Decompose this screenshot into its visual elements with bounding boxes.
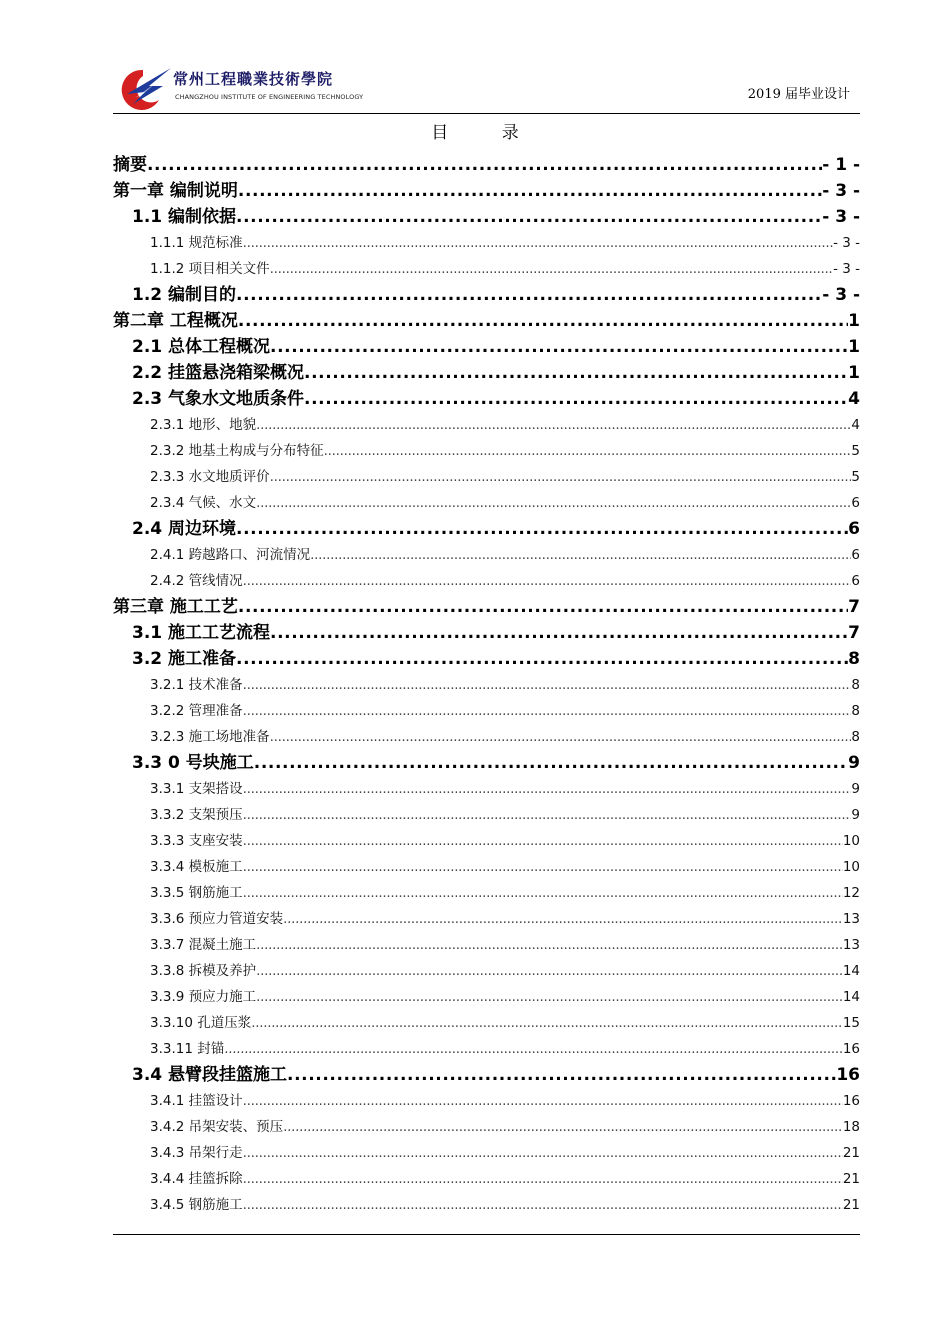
toc-entry-page: 1 — [848, 337, 860, 357]
toc-entry-page: 9 — [851, 807, 860, 823]
toc-leader — [304, 360, 848, 386]
toc-entry-page: 6 — [851, 495, 860, 511]
toc-entry-label: 3.4.3 吊架行走 — [150, 1145, 243, 1161]
toc-leader — [243, 1140, 843, 1166]
toc-entry[interactable] — [113, 620, 860, 646]
toc-entry-label: 摘要 — [113, 155, 147, 175]
toc-entry-page: 1 — [848, 311, 860, 331]
toc-leader — [238, 308, 848, 334]
toc-leader — [243, 828, 843, 854]
toc-leader — [270, 256, 833, 282]
toc-entry-page: - 3 - — [833, 261, 860, 277]
toc-leader — [243, 698, 852, 724]
toc-leader — [283, 906, 843, 932]
toc-leader — [147, 152, 822, 178]
toc-entry-label: 1.1.1 规范标准 — [150, 235, 243, 251]
toc-entry[interactable] — [113, 490, 860, 516]
toc-entry[interactable] — [113, 1062, 860, 1088]
toc-entry-label: 3.2.1 技术准备 — [150, 677, 243, 693]
toc-entry-page: 9 — [851, 781, 860, 797]
toc-entry[interactable] — [113, 360, 860, 386]
toc-entry-label: 3.3.4 模板施工 — [150, 859, 243, 875]
toc-entry[interactable] — [113, 828, 860, 854]
header-year-label: 2019 届毕业设计 — [747, 87, 850, 102]
toc-leader — [243, 568, 852, 594]
toc-leader — [238, 594, 848, 620]
toc-entry-page: 5 — [851, 469, 860, 485]
toc-entry-label: 3.2.3 施工场地准备 — [150, 729, 270, 745]
toc-entry-label: 3.4.2 吊架安装、预压 — [150, 1119, 284, 1135]
toc-entry-label: 2.2 挂篮悬浇箱梁概况 — [132, 363, 305, 383]
toc-entry-label: 3.3.6 预应力管道安装 — [150, 911, 284, 927]
toc-entry[interactable] — [113, 724, 860, 750]
toc-leader — [243, 776, 852, 802]
toc-entry-label: 2.3.3 水文地质评价 — [150, 469, 270, 485]
toc-leader — [243, 1192, 843, 1218]
toc-entry[interactable] — [113, 672, 860, 698]
toc-entry[interactable] — [113, 438, 860, 464]
toc-entry[interactable] — [113, 178, 860, 204]
toc-entry-page: 21 — [842, 1197, 860, 1213]
toc-leader — [287, 1062, 836, 1088]
toc-entry[interactable] — [113, 594, 860, 620]
toc-leader — [238, 178, 822, 204]
toc-entry-label: 3.3.7 混凝土施工 — [150, 937, 257, 953]
toc-entry[interactable] — [113, 854, 860, 880]
toc-leader — [236, 282, 822, 308]
toc-entry-label: 2.4.1 跨越路口、河流情况 — [150, 547, 311, 563]
toc-leader — [243, 672, 852, 698]
toc-leader — [310, 542, 851, 568]
toc-leader — [224, 1036, 843, 1062]
toc-leader — [270, 334, 848, 360]
toc-leader — [304, 386, 848, 412]
toc-entry-page: - 3 - — [822, 207, 860, 227]
toc-entry-page: - 3 - — [822, 285, 860, 305]
toc-entry[interactable] — [113, 1010, 860, 1036]
toc-leader — [270, 464, 852, 490]
toc-entry-page: 14 — [842, 989, 860, 1005]
toc-entry[interactable] — [113, 802, 860, 828]
toc-entry-label: 2.4 周边环境 — [132, 519, 237, 539]
toc-entry[interactable] — [113, 282, 860, 308]
toc-entry-page: 14 — [842, 963, 860, 979]
toc-entry-page: 7 — [848, 597, 860, 617]
toc-entry[interactable] — [113, 750, 860, 776]
toc-entry[interactable] — [113, 1114, 860, 1140]
toc-entry-label: 3.3 0 号块施工 — [132, 753, 254, 773]
toc-entry-page: 15 — [842, 1015, 860, 1031]
toc-entry-page: 21 — [842, 1145, 860, 1161]
toc-leader — [243, 854, 843, 880]
toc-leader — [270, 620, 848, 646]
toc-entry-label: 3.3.11 封锚 — [150, 1041, 225, 1057]
toc-entry-label: 3.4.5 钢筋施工 — [150, 1197, 243, 1213]
toc-entry-page: 6 — [851, 547, 860, 563]
toc-entry-label: 3.2 施工准备 — [132, 649, 237, 669]
toc-entry[interactable] — [113, 880, 860, 906]
toc-entry-label: 3.4.4 挂篮拆除 — [150, 1171, 243, 1187]
toc-leader — [254, 750, 848, 776]
toc-leader — [236, 204, 822, 230]
school-name-en: CHANGZHOU INSTITUTE OF ENGINEERING TECHNOLOGY — [175, 93, 364, 101]
toc-leader — [324, 438, 852, 464]
toc-entry-label: 1.2 编制目的 — [132, 285, 237, 305]
toc-entry[interactable] — [113, 230, 860, 256]
toc-entry-label: 3.1 施工工艺流程 — [132, 623, 271, 643]
toc-entry-label: 3.2.2 管理准备 — [150, 703, 243, 719]
toc-leader — [243, 880, 843, 906]
toc-entry-label: 第三章 施工工艺 — [113, 597, 238, 617]
toc-entry[interactable] — [113, 334, 860, 360]
toc-entry-label: 第二章 工程概况 — [113, 311, 238, 331]
toc-entry-label: 2.3.2 地基土构成与分布特征 — [150, 443, 324, 459]
toc-leader — [243, 1166, 843, 1192]
toc-entry[interactable] — [113, 906, 860, 932]
toc-entry-label: 1.1 编制依据 — [132, 207, 237, 227]
toc-entry[interactable] — [113, 516, 860, 542]
toc-entry-page: 6 — [851, 573, 860, 589]
toc-entry-label: 第一章 编制说明 — [113, 181, 238, 201]
toc-entry-page: - 3 - — [833, 235, 860, 251]
toc-entry[interactable] — [113, 256, 860, 282]
toc-entry-page: 6 — [848, 519, 860, 539]
toc-entry[interactable] — [113, 776, 860, 802]
toc-entry-page: 8 — [851, 729, 860, 745]
toc-entry-page: 8 — [848, 649, 860, 669]
toc-leader — [256, 984, 843, 1010]
toc-entry[interactable] — [113, 308, 860, 334]
toc-entry-page: 16 — [842, 1041, 860, 1057]
toc-entry-label: 3.3.3 支座安装 — [150, 833, 243, 849]
toc-entry-label: 3.3.5 钢筋施工 — [150, 885, 243, 901]
toc-entry-page: - 1 - — [822, 155, 860, 175]
toc-leader — [236, 646, 848, 672]
toc-entry-label: 3.4 悬臂段挂篮施工 — [132, 1065, 288, 1085]
toc-entry-page: 16 — [842, 1093, 860, 1109]
toc-entry-label: 3.3.2 支架预压 — [150, 807, 243, 823]
toc-leader — [243, 802, 852, 828]
toc-entry-label: 3.3.9 预应力施工 — [150, 989, 257, 1005]
toc-entry[interactable] — [113, 958, 860, 984]
toc-leader — [256, 958, 843, 984]
page-header — [113, 64, 860, 114]
toc-entry-page: 21 — [842, 1171, 860, 1187]
toc-entry-page: 12 — [842, 885, 860, 901]
toc-entry[interactable] — [113, 1192, 860, 1218]
toc-entry[interactable] — [113, 698, 860, 724]
toc-leader — [251, 1010, 843, 1036]
toc-entry[interactable] — [113, 386, 860, 412]
toc-entry-page: 8 — [851, 703, 860, 719]
toc-entry[interactable] — [113, 932, 860, 958]
toc-entry-page: 4 — [848, 389, 860, 409]
toc-entry[interactable] — [113, 646, 860, 672]
header-divider — [113, 113, 860, 114]
toc-entry[interactable] — [113, 1088, 860, 1114]
toc-entry-page: 13 — [842, 937, 860, 953]
footer-divider — [113, 1234, 860, 1235]
toc-entry-page: 8 — [851, 677, 860, 693]
toc-entry-label: 3.3.1 支架搭设 — [150, 781, 243, 797]
toc-entry-label: 1.1.2 项目相关文件 — [150, 261, 270, 277]
toc-title: 目 录 — [431, 123, 543, 143]
toc-entry-label: 2.1 总体工程概况 — [132, 337, 271, 357]
toc-entry[interactable] — [113, 1036, 860, 1062]
table-of-contents — [113, 152, 860, 1218]
toc-entry[interactable] — [113, 464, 860, 490]
toc-leader — [283, 1114, 843, 1140]
toc-entry[interactable] — [113, 412, 860, 438]
toc-entry-page: 13 — [842, 911, 860, 927]
toc-entry-page: 18 — [842, 1119, 860, 1135]
toc-leader — [243, 230, 833, 256]
toc-entry-page: 16 — [836, 1065, 860, 1085]
toc-entry[interactable] — [113, 984, 860, 1010]
toc-entry-page: 4 — [851, 417, 860, 433]
toc-entry-page: - 3 - — [822, 181, 860, 201]
school-name-cn: 常州工程職業技術學院 — [173, 70, 334, 88]
toc-entry-label: 2.3.1 地形、地貌 — [150, 417, 257, 433]
toc-entry-page: 7 — [848, 623, 860, 643]
toc-entry-page: 9 — [848, 753, 860, 773]
toc-entry[interactable] — [113, 568, 860, 594]
toc-entry[interactable] — [113, 1140, 860, 1166]
toc-leader — [236, 516, 848, 542]
toc-entry[interactable] — [113, 1166, 860, 1192]
toc-entry-label: 3.4.1 挂篮设计 — [150, 1093, 243, 1109]
toc-entry[interactable] — [113, 542, 860, 568]
toc-entry-page: 5 — [851, 443, 860, 459]
toc-entry[interactable] — [113, 204, 860, 230]
toc-leader — [243, 1088, 843, 1114]
toc-entry-page: 10 — [842, 833, 860, 849]
school-logo-icon — [113, 64, 173, 112]
toc-leader — [270, 724, 852, 750]
toc-entry-label: 2.3 气象水文地质条件 — [132, 389, 305, 409]
toc-entry-label: 2.4.2 管线情况 — [150, 573, 243, 589]
toc-leader — [256, 932, 843, 958]
toc-leader — [256, 412, 851, 438]
toc-entry-label: 3.3.8 拆模及养护 — [150, 963, 257, 979]
toc-entry-label: 3.3.10 孔道压浆 — [150, 1015, 252, 1031]
toc-entry-label: 2.3.4 气候、水文 — [150, 495, 257, 511]
toc-entry[interactable] — [113, 152, 860, 178]
toc-entry-page: 10 — [842, 859, 860, 875]
toc-leader — [256, 490, 851, 516]
toc-entry-page: 1 — [848, 363, 860, 383]
